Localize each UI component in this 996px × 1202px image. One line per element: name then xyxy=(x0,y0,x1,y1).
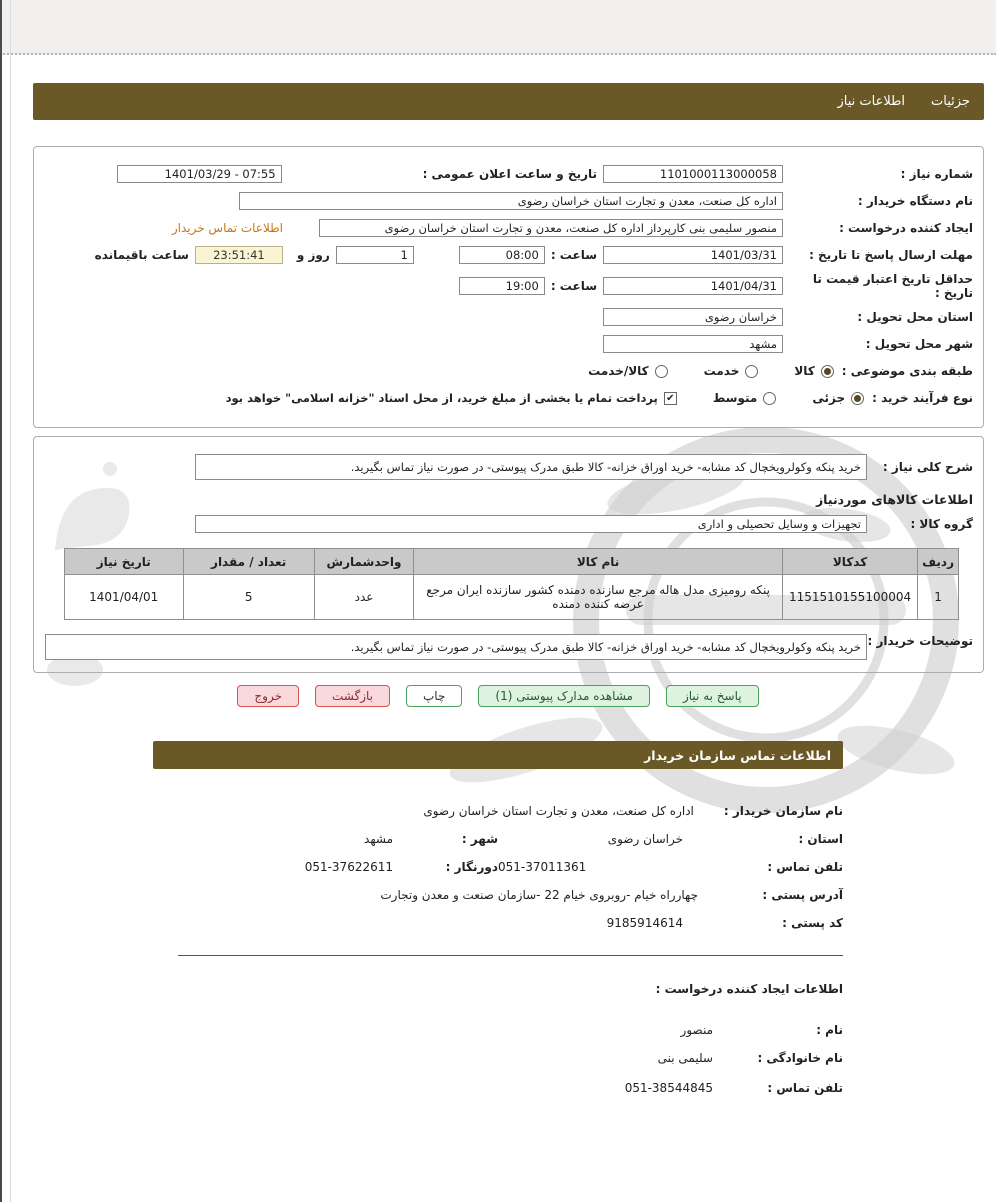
postal-address-label: آدرس پستی : xyxy=(762,888,843,902)
process-type-label: نوع فرآیند خرید : xyxy=(872,391,973,405)
process-option-medium[interactable] xyxy=(713,391,777,405)
buyer-notes-row xyxy=(44,634,973,660)
org-name-label: نام سازمان خریدار : xyxy=(723,804,843,818)
process-option-minor-label: جزئی xyxy=(812,391,846,405)
category-option-goods[interactable] xyxy=(794,364,833,378)
delivery-province-label: استان محل تحویل : xyxy=(857,310,973,324)
contact-fax-label: دورنگار : xyxy=(445,860,498,874)
creator-last-name-label: نام خانوادگی : xyxy=(757,1051,843,1065)
request-info-panel xyxy=(33,146,984,428)
category-option-service-label: خدمت xyxy=(703,364,740,378)
action-buttons xyxy=(0,685,996,707)
need-description-label: شرح کلی نیاز : xyxy=(882,460,973,474)
deadline-label: مهلت ارسال پاسخ تا تاریخ : xyxy=(809,248,973,262)
process-type-row xyxy=(44,388,973,408)
postal-code-row xyxy=(153,915,843,931)
radio-icon xyxy=(745,365,758,378)
category-option-service[interactable] xyxy=(704,364,759,378)
validity-time-value: 19:00 xyxy=(505,279,539,293)
delivery-province-field[interactable] xyxy=(603,308,783,326)
col-quantity: تعداد / مقدار xyxy=(183,549,314,575)
process-option-minor[interactable] xyxy=(812,391,864,405)
goods-panel xyxy=(33,436,984,673)
buyer-org-value: اداره کل صنعت، معدن و تجارت استان خراسان رضوی xyxy=(517,194,777,208)
header-title-need-info: اطلاعات نیاز xyxy=(837,94,906,109)
need-number-field[interactable] xyxy=(603,165,783,183)
org-name-value: اداره کل صنعت، معدن و تجارت استان خراسان رضوی xyxy=(423,804,694,818)
creator-phone-label: تلفن تماس : xyxy=(767,1081,843,1095)
remaining-days-field xyxy=(336,246,414,264)
col-row-number: ردیف xyxy=(918,549,959,575)
category-label: طبقه بندی موضوعی : xyxy=(841,364,973,378)
goods-table xyxy=(64,548,959,620)
remaining-hours-label: ساعت باقیمانده xyxy=(94,248,189,262)
col-goods-code: کدکالا xyxy=(782,549,917,575)
deadline-time-field[interactable] xyxy=(459,246,545,264)
creator-field[interactable] xyxy=(319,219,783,237)
exit-button[interactable]: خروج xyxy=(237,685,299,707)
need-number-value: 1101000113000058 xyxy=(659,167,777,181)
radio-checked-icon xyxy=(851,392,864,405)
category-option-goods-service[interactable] xyxy=(588,364,668,378)
need-description-value: خرید پنکه وکولرویخچال کد مشابه- خرید اوراق خزانه- کالا طبق مدرک پیوستی- در صورت نیاز تماس بگیرید. xyxy=(350,460,861,474)
deadline-date-value: 1401/03/31 xyxy=(710,248,777,262)
validity-date-value: 1401/04/31 xyxy=(710,279,777,293)
goods-group-row xyxy=(44,514,973,534)
need-number-label: شماره نیاز : xyxy=(900,167,973,181)
required-goods-title: اطلاعات کالاهای موردنیاز xyxy=(815,492,973,507)
province-city-row xyxy=(153,831,843,847)
announce-datetime-value: 1401/03/29 - 07:55 xyxy=(164,167,276,181)
process-option-medium-label: متوسط xyxy=(712,391,758,405)
phone-fax-row xyxy=(153,859,843,875)
creator-first-name-value: منصور xyxy=(680,1023,713,1037)
col-goods-name: نام کالا xyxy=(414,549,783,575)
creator-phone-value: 051-38544845 xyxy=(624,1081,713,1095)
validity-row xyxy=(44,272,973,300)
cell-quantity: 5 xyxy=(183,575,314,620)
print-button[interactable]: چاپ xyxy=(406,685,462,707)
category-row xyxy=(44,361,973,381)
remaining-days-label: روز و xyxy=(296,248,330,262)
delivery-city-row xyxy=(44,334,973,354)
radio-icon xyxy=(763,392,776,405)
creator-last-name-value: سلیمی بنی xyxy=(657,1051,713,1065)
back-button[interactable]: بازگشت xyxy=(315,685,390,707)
goods-group-label: گروه کالا : xyxy=(910,517,973,531)
contact-phone-label: تلفن تماس : xyxy=(767,860,843,874)
need-number-row xyxy=(44,164,973,184)
buyer-contact-link[interactable]: اطلاعات تماس خریدار xyxy=(171,221,283,235)
delivery-city-value: مشهد xyxy=(749,337,777,351)
address-row xyxy=(153,887,843,903)
category-option-goods-service-label: کالا/خدمت xyxy=(588,364,649,378)
org-name-row xyxy=(153,803,843,819)
goods-group-value: تجهیزات و وسایل تحصیلی و اداری xyxy=(697,517,861,531)
countdown-value: 23:51:41 xyxy=(213,248,265,262)
cell-goods-code: 1151510155100004 xyxy=(782,575,917,620)
creator-value: منصور سلیمی بنی کارپرداز اداره کل صنعت، معدن و تجارت استان خراسان رضوی xyxy=(384,221,777,235)
cell-row-number: 1 xyxy=(918,575,959,620)
buyer-org-row xyxy=(44,191,973,211)
validity-date-field[interactable] xyxy=(603,277,783,295)
postal-address-value: چهارراه خیام -روبروی خیام 22 -سازمان صنعت و معدن وتجارت xyxy=(380,888,698,902)
checkbox-checked-icon xyxy=(664,392,677,405)
treasury-note-text: پرداخت تمام یا بخشی از مبلغ خرید، از محل اسناد "خزانه اسلامی" خواهد بود xyxy=(225,391,658,405)
view-attachments-button[interactable]: مشاهده مدارک پیوستی (1) xyxy=(478,685,650,707)
section-divider xyxy=(178,955,843,956)
delivery-city-label: شهر محل تحویل : xyxy=(865,337,973,351)
delivery-province-row xyxy=(44,307,973,327)
countdown-timer xyxy=(195,246,283,264)
contact-province-value: خراسان رضوی xyxy=(607,832,683,846)
category-option-goods-label: کالا xyxy=(794,364,815,378)
validity-time-field[interactable] xyxy=(459,277,545,295)
announce-datetime-field[interactable] xyxy=(117,165,282,183)
buyer-org-field[interactable] xyxy=(239,192,783,210)
creator-label: ایجاد کننده درخواست : xyxy=(839,221,973,235)
header-title-details: جزئیات xyxy=(931,94,970,109)
creator-first-name-row xyxy=(153,1022,843,1038)
postal-code-value: 9185914614 xyxy=(606,916,683,930)
top-strip xyxy=(0,0,996,55)
contact-city-label: شهر : xyxy=(461,832,498,846)
contact-section-title: اطلاعات تماس سازمان خریدار xyxy=(644,747,831,763)
creator-last-name-row xyxy=(153,1050,843,1066)
announce-datetime-label: تاریخ و ساعت اعلان عمومی : xyxy=(422,167,597,181)
cell-unit: عدد xyxy=(314,575,413,620)
window-left-edge xyxy=(0,0,2,1202)
remaining-days-value: 1 xyxy=(400,248,408,262)
buyer-notes-value: خرید پنکه وکولرویخچال کد مشابه- خرید اوراق خزانه- کالا طبق مدرک پیوستی- در صورت نیاز تماس بگیرید. xyxy=(350,640,861,654)
deadline-hour-label: ساعت : xyxy=(550,248,597,262)
radio-icon xyxy=(655,365,668,378)
postal-code-label: کد پستی : xyxy=(782,916,843,930)
validity-label: حداقل تاریخ اعتبار قیمت تا تاریخ : xyxy=(812,272,973,300)
contact-phone-value: 051-37011361 xyxy=(498,860,587,874)
treasury-checkbox-item[interactable] xyxy=(226,391,677,405)
validity-hour-label: ساعت : xyxy=(550,279,597,293)
goods-table-row xyxy=(65,575,959,620)
buyer-notes-field[interactable] xyxy=(45,634,867,660)
cell-goods-name: پنکه رومیزی مدل هاله مرجع سازنده دمنده کشور سازنده ایران مرجع عرضه کننده دمنده xyxy=(414,575,783,620)
reply-to-need-button[interactable]: پاسخ به نیاز xyxy=(666,685,759,707)
deadline-date-field[interactable] xyxy=(603,246,783,264)
need-description-field[interactable] xyxy=(195,454,867,480)
col-unit: واحدشمارش xyxy=(314,549,413,575)
buyer-org-label: نام دستگاه خریدار : xyxy=(857,194,973,208)
col-need-date: تاریخ نیاز xyxy=(65,549,184,575)
goods-table-header-row xyxy=(65,549,959,575)
deadline-time-value: 08:00 xyxy=(505,248,539,262)
creator-row xyxy=(44,218,973,238)
contact-section-header xyxy=(153,741,843,769)
radio-checked-icon xyxy=(821,365,834,378)
delivery-province-value: خراسان رضوی xyxy=(704,310,777,324)
creator-phone-row xyxy=(153,1080,843,1096)
contact-section xyxy=(153,803,843,1096)
left-divider-line xyxy=(10,0,11,1202)
contact-province-label: استان : xyxy=(798,832,843,846)
goods-group-field[interactable] xyxy=(195,515,867,533)
contact-fax-value: 051-37622611 xyxy=(304,860,393,874)
creator-info-title: اطلاعات ایجاد کننده درخواست : xyxy=(655,982,843,996)
creator-first-name-label: نام : xyxy=(816,1023,843,1037)
cell-need-date: 1401/04/01 xyxy=(65,575,184,620)
delivery-city-field[interactable] xyxy=(603,335,783,353)
contact-city-value: مشهد xyxy=(364,832,393,846)
deadline-row xyxy=(44,245,973,265)
page-header xyxy=(33,83,984,120)
buyer-notes-label: توضیحات خریدار : xyxy=(867,634,973,648)
need-description-row xyxy=(44,454,973,480)
